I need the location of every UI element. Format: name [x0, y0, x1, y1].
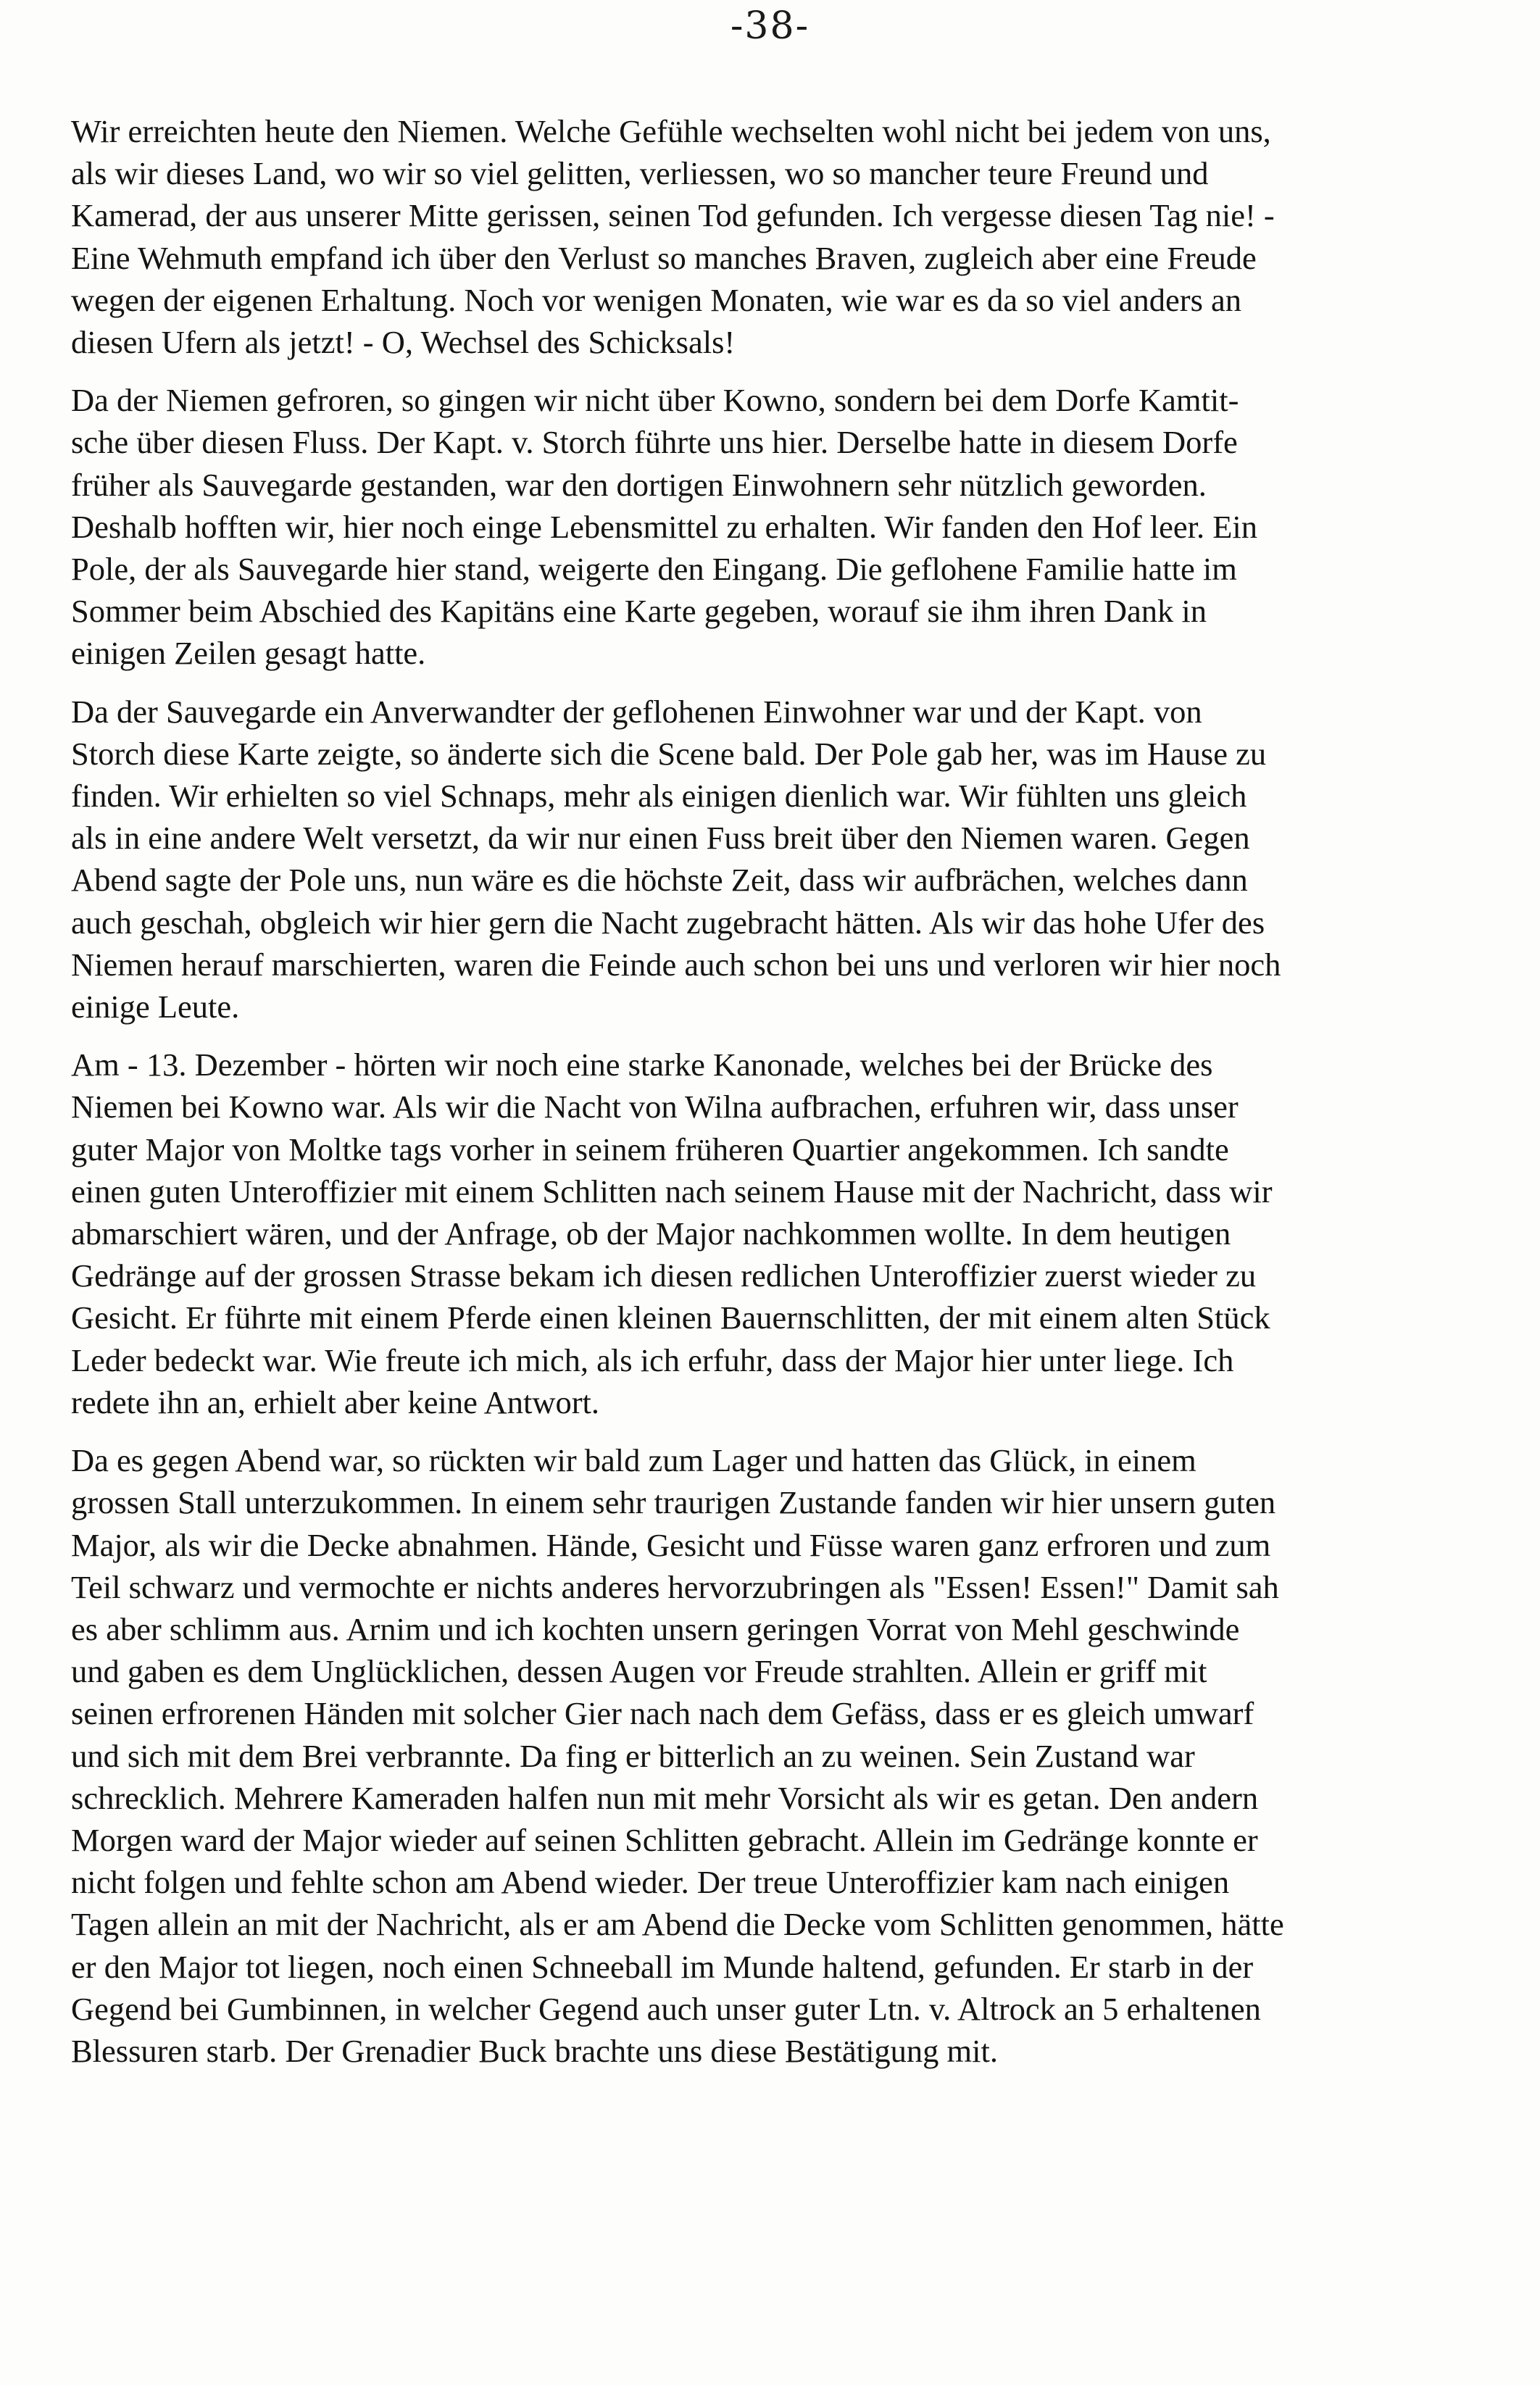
text-line: Kamerad, der aus unserer Mitte gerissen, seinen Tod gefunden. Ich vergesse diesen Tag nie! - — [71, 197, 1275, 234]
text-line: abmarschiert wären, und der Anfrage, ob der Major nachkommen wollte. In dem heutigen — [71, 1215, 1231, 1252]
text-line: einige Leute. — [71, 988, 240, 1025]
text-line: seinen erfrorenen Händen mit solcher Gier nach nach dem Gefäss, dass er es gleich umwarf — [71, 1695, 1254, 1732]
text-line: Gesicht. Er führte mit einem Pferde einen kleinen Bauernschlitten, der mit einem alten Stück — [71, 1299, 1270, 1336]
text-line: einigen Zeilen gesagt hatte. — [71, 635, 426, 672]
text-line: Da der Sauvegarde ein Anverwandter der geflohenen Einwohner war und der Kapt. von — [71, 693, 1202, 730]
paragraph — [71, 691, 1513, 1028]
text-line: als in eine andere Welt versetzt, da wir nur einen Fuss breit über den Niemen waren. Gegen — [71, 820, 1250, 857]
text-line: und sich mit dem Brei verbrannte. Da fing er bitterlich an zu weinen. Sein Zustand war — [71, 1737, 1195, 1774]
text-line: Eine Wehmuth empfand ich über den Verlust so manches Braven, zugleich aber eine Freude — [71, 239, 1257, 276]
text-line: Deshalb hofften wir, hier noch einge Lebensmittel zu erhalten. Wir fanden den Hof leer. Ein — [71, 508, 1258, 545]
text-line: nicht folgen und fehlte schon am Abend wieder. Der treue Unteroffizier kam nach einigen — [71, 1864, 1230, 1901]
text-line: Tagen allein an mit der Nachricht, als er am Abend die Decke vom Schlitten genommen, hätte — [71, 1906, 1284, 1943]
text-line: Pole, der als Sauvegarde hier stand, weigerte den Eingang. Die geflohene Familie hatte im — [71, 551, 1237, 588]
text-line: es aber schlimm aus. Arnim und ich kochten unsern geringen Vorrat von Mehl geschwinde — [71, 1610, 1240, 1647]
text-line: redete ihn an, erhielt aber keine Antwort. — [71, 1383, 600, 1420]
text-line: finden. Wir erhielten so viel Schnaps, mehr als einigen dienlich war. Wir fühlten uns gleich — [71, 778, 1247, 815]
text-line: Am - 13. Dezember - hörten wir noch eine starke Kanonade, welches bei der Brücke des — [71, 1046, 1213, 1083]
text-line: grossen Stall unterzukommen. In einem sehr traurigen Zustande fanden wir hier unsern guten — [71, 1484, 1276, 1521]
text-line: Major, als wir die Decke abnahmen. Hände, Gesicht und Füsse waren ganz erfroren und zum — [71, 1526, 1271, 1563]
text-line: Da es gegen Abend war, so rückten wir bald zum Lager und hatten das Glück, in einem — [71, 1442, 1196, 1479]
text-line: wegen der eigenen Erhaltung. Noch vor wenigen Monaten, wie war es da so viel anders an — [71, 281, 1242, 318]
text-line: Gegend bei Gumbinnen, in welcher Gegend auch unser guter Ltn. v. Altrock an 5 erhaltenen — [71, 1990, 1261, 2027]
text-line: Da der Niemen gefroren, so gingen wir nicht über Kowno, sondern bei dem Dorfe Kamtit- — [71, 382, 1239, 419]
text-line: Sommer beim Abschied des Kapitäns eine Karte gegeben, worauf sie ihm ihren Dank in — [71, 593, 1207, 630]
text-line: Niemen herauf marschierten, waren die Feinde auch schon bei uns und verloren wir hier noch — [71, 946, 1281, 983]
text-line: und gaben es dem Unglücklichen, dessen Augen vor Freude strahlten. Allein er griff mit — [71, 1653, 1207, 1690]
page-number: -38- — [730, 4, 810, 48]
text-line: früher als Sauvegarde gestanden, war den dortigen Einwohnern sehr nützlich geworden. — [71, 466, 1207, 503]
text-line: Gedränge auf der grossen Strasse bekam ich diesen redlichen Unteroffizier zuerst wieder zu — [71, 1257, 1257, 1294]
text-line: diesen Ufern als jetzt! - O, Wechsel des Schicksals! — [71, 324, 736, 361]
paragraph — [71, 379, 1513, 674]
text-line: guter Major von Moltke tags vorher in seinem früheren Quartier angekommen. Ich sandte — [71, 1131, 1229, 1167]
text-line: einen guten Unteroffizier mit einem Schlitten nach seinem Hause mit der Nachricht, dass wir — [71, 1173, 1273, 1210]
text-line: schrecklich. Mehrere Kameraden halfen nun mit mehr Vorsicht als wir es getan. Den andern — [71, 1779, 1259, 1816]
text-line: Leder bedeckt war. Wie freute ich mich, als ich erfuhr, dass der Major hier unter liege. Ich — [71, 1341, 1234, 1378]
text-line: Wir erreichten heute den Niemen. Welche Gefühle wechselten wohl nicht bei jedem von uns, — [71, 113, 1271, 149]
text-line: Blessuren starb. Der Grenadier Buck brachte uns diese Bestätigung mit. — [71, 2032, 999, 2069]
body-text — [71, 110, 1513, 2072]
text-line: auch geschah, obgleich wir hier gern die Nacht zugebracht hätten. Als wir das hohe Ufer des — [71, 904, 1265, 941]
text-line: sche über diesen Fluss. Der Kapt. v. Storch führte uns hier. Derselbe hatte in diesem Dorfe — [71, 424, 1238, 461]
text-line: Teil schwarz und vermochte er nichts anderes hervorzubringen als "Essen! Essen!" Damit sah — [71, 1568, 1279, 1605]
text-line: er den Major tot liegen, noch einen Schneeball im Munde haltend, gefunden. Er starb in der — [71, 1948, 1254, 1985]
text-line: Abend sagte der Pole uns, nun wäre es die höchste Zeit, dass wir aufbrächen, welches dann — [71, 862, 1248, 899]
paragraph — [71, 1439, 1513, 2072]
paragraph — [71, 110, 1513, 363]
paragraph — [71, 1044, 1513, 1423]
text-line: Morgen ward der Major wieder auf seinen Schlitten gebracht. Allein im Gedränge konnte er — [71, 1821, 1258, 1858]
text-line: Storch diese Karte zeigte, so änderte sich die Scene bald. Der Pole gab her, was im Hause zu — [71, 735, 1267, 772]
text-line: als wir dieses Land, wo wir so viel gelitten, verliessen, wo so mancher teure Freund und — [71, 155, 1209, 192]
text-line: Niemen bei Kowno war. Als wir die Nacht von Wilna aufbrachen, erfuhren wir, dass unser — [71, 1089, 1239, 1125]
